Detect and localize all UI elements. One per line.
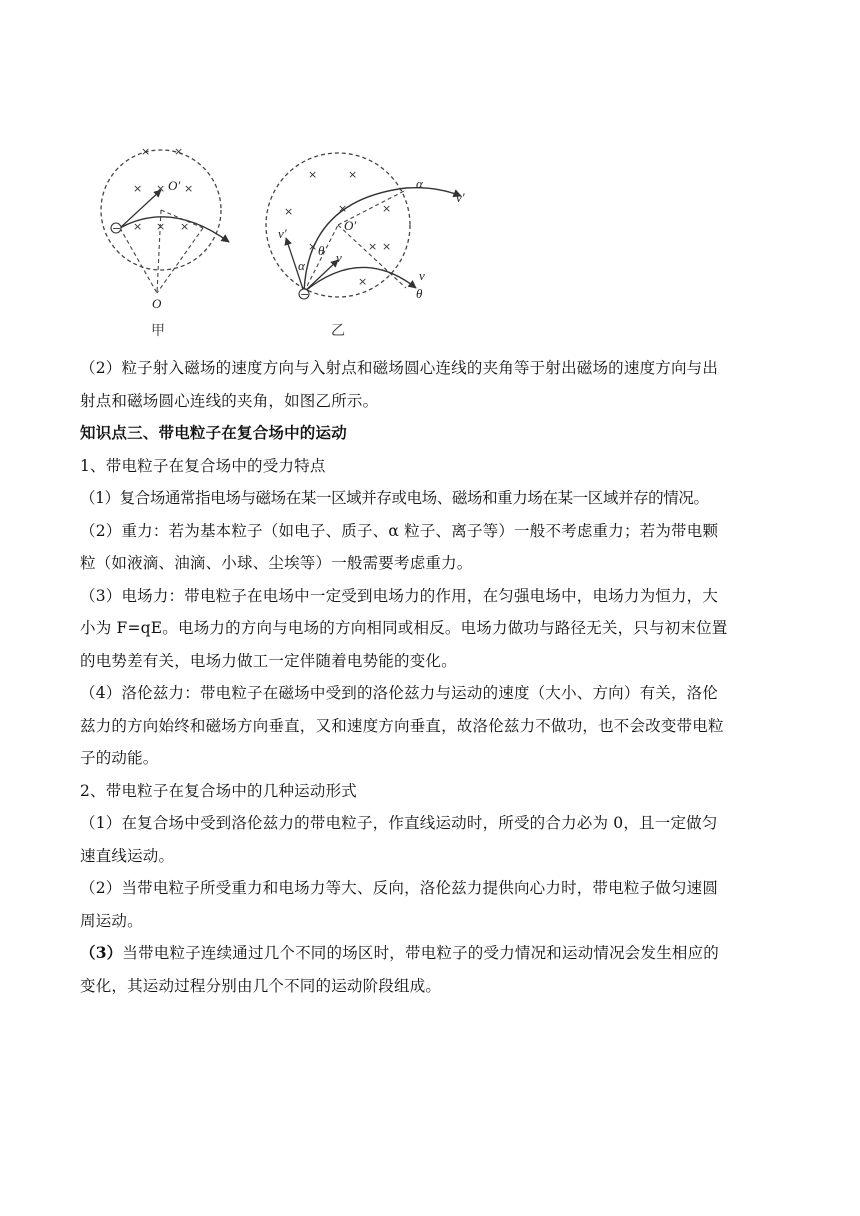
field-cross: ×: [133, 220, 143, 233]
radius-line-left-1: [120, 228, 157, 293]
origin-label-left: O: [152, 296, 162, 311]
paragraph-line: （2）重力：若为基本粒子（如电子、质子、α 粒子、离子等）一般不考虑重力；若为带电颗: [80, 521, 719, 540]
paragraph-line: 的电势差有关，电场力做工一定伴随着电势能的变化。: [80, 651, 457, 670]
field-cross: ×: [338, 202, 348, 215]
field-cross: ×: [382, 202, 392, 215]
paragraph-line: （4）洛伦兹力：带电粒子在磁场中受到的洛伦兹力与运动的速度（大小、方向）有关，洛伦: [80, 684, 719, 702]
paragraph-text: 当带电粒子连续通过几个不同的场区时，带电粒子的受力情况和运动情况会发生相应的: [122, 944, 719, 962]
subsection-title: 2、带电粒子在复合场中的几种运动形式: [80, 781, 357, 800]
field-cross: ×: [174, 145, 184, 158]
particle-charge-left: −: [112, 222, 122, 235]
field-cross: ×: [133, 182, 143, 195]
document-body: [80, 352, 785, 1002]
field-cross: ×: [284, 205, 294, 218]
field-cross: ×: [141, 145, 151, 158]
diagram-right: [266, 153, 465, 339]
center-label-right: O′: [344, 218, 357, 233]
field-cross: ×: [308, 168, 318, 181]
paragraph-line: 射点和磁场圆心连线的夹角，如图乙所示。: [80, 391, 379, 410]
velocity-label-v-center: v: [336, 250, 342, 265]
paragraph-line: 小为 F=qE。电场力的方向与电场的方向相同或相反。电场力做功与路径无关，只与初末位置: [80, 619, 728, 637]
section-heading: 知识点三、带电粒子在复合场中的运动: [80, 424, 347, 442]
field-cross: ×: [308, 240, 318, 253]
paragraph-line: 兹力的方向始终和磁场方向垂直，又和速度方向垂直，故洛伦兹力不做功，也不会改变带电粒: [80, 716, 724, 735]
field-cross: ×: [180, 220, 190, 233]
radius-line-left-2: [157, 228, 203, 293]
item-number: （3）: [80, 943, 123, 962]
field-cross: ×: [156, 220, 166, 233]
field-cross: ×: [156, 182, 166, 195]
paragraph-line: 子的动能。: [80, 749, 159, 767]
subsection-title: 1、带电粒子在复合场中的受力特点: [80, 456, 326, 475]
velocity-label-v-prime-top: v′: [456, 190, 465, 205]
paragraph-line: （1）在复合场中受到洛伦兹力的带电粒子，作直线运动时，所受的合力必为 0，且一定做匀: [80, 814, 718, 832]
angle-alpha-top: α: [416, 176, 423, 191]
paragraph-line: （2）当带电粒子所受重力和电场力等大、反向，洛伦兹力提供向心力时，带电粒子做匀速圆: [80, 879, 719, 897]
figure-label-yi: 乙: [331, 323, 345, 339]
angle-theta-center: θ: [318, 243, 325, 258]
field-cross: ×: [368, 240, 378, 253]
paragraph-line: 变化，其运动过程分别由几个不同的运动阶段组成。: [80, 976, 442, 995]
field-cross: ×: [184, 182, 194, 195]
field-cross: ×: [358, 275, 368, 288]
velocity-label-v-prime-left: v′: [278, 226, 287, 241]
magnetic-field-figure: [76, 130, 465, 345]
paragraph-line: （1）复合场通常指电场与磁场在某一区域并存或电场、磁场和重力场在某一区域并存的情况。: [80, 489, 709, 507]
radius-line-right-3: [338, 225, 406, 288]
diagram-left: [101, 145, 229, 339]
paragraph-line: 粒（如液滴、油滴、小球、尘埃等）一般需要考虑重力。: [80, 554, 473, 572]
paragraph-line: 速直线运动。: [80, 846, 175, 865]
field-cross: ×: [348, 168, 358, 181]
paragraph-line: （2）粒子射入磁场的速度方向与入射点和磁场圆心连线的夹角等于射出磁场的速度方向与出: [80, 359, 719, 377]
center-label-left: O′: [168, 178, 181, 193]
figure-svg: [76, 130, 465, 345]
angle-alpha-bottom: α: [298, 258, 305, 273]
angle-theta-bottom-right: θ: [416, 286, 423, 301]
paragraph-line: [80, 937, 785, 970]
paragraph-line: 周运动。: [80, 911, 143, 930]
figure-label-jia: 甲: [151, 323, 165, 339]
particle-charge-right: −: [300, 288, 310, 301]
velocity-label-v-bottom-right: v: [419, 268, 425, 283]
field-cross: ×: [382, 240, 392, 253]
paragraph-line: （3）电场力：带电粒子在电场中一定受到电场力的作用，在匀强电场中，电场力为恒力，大: [80, 586, 719, 605]
